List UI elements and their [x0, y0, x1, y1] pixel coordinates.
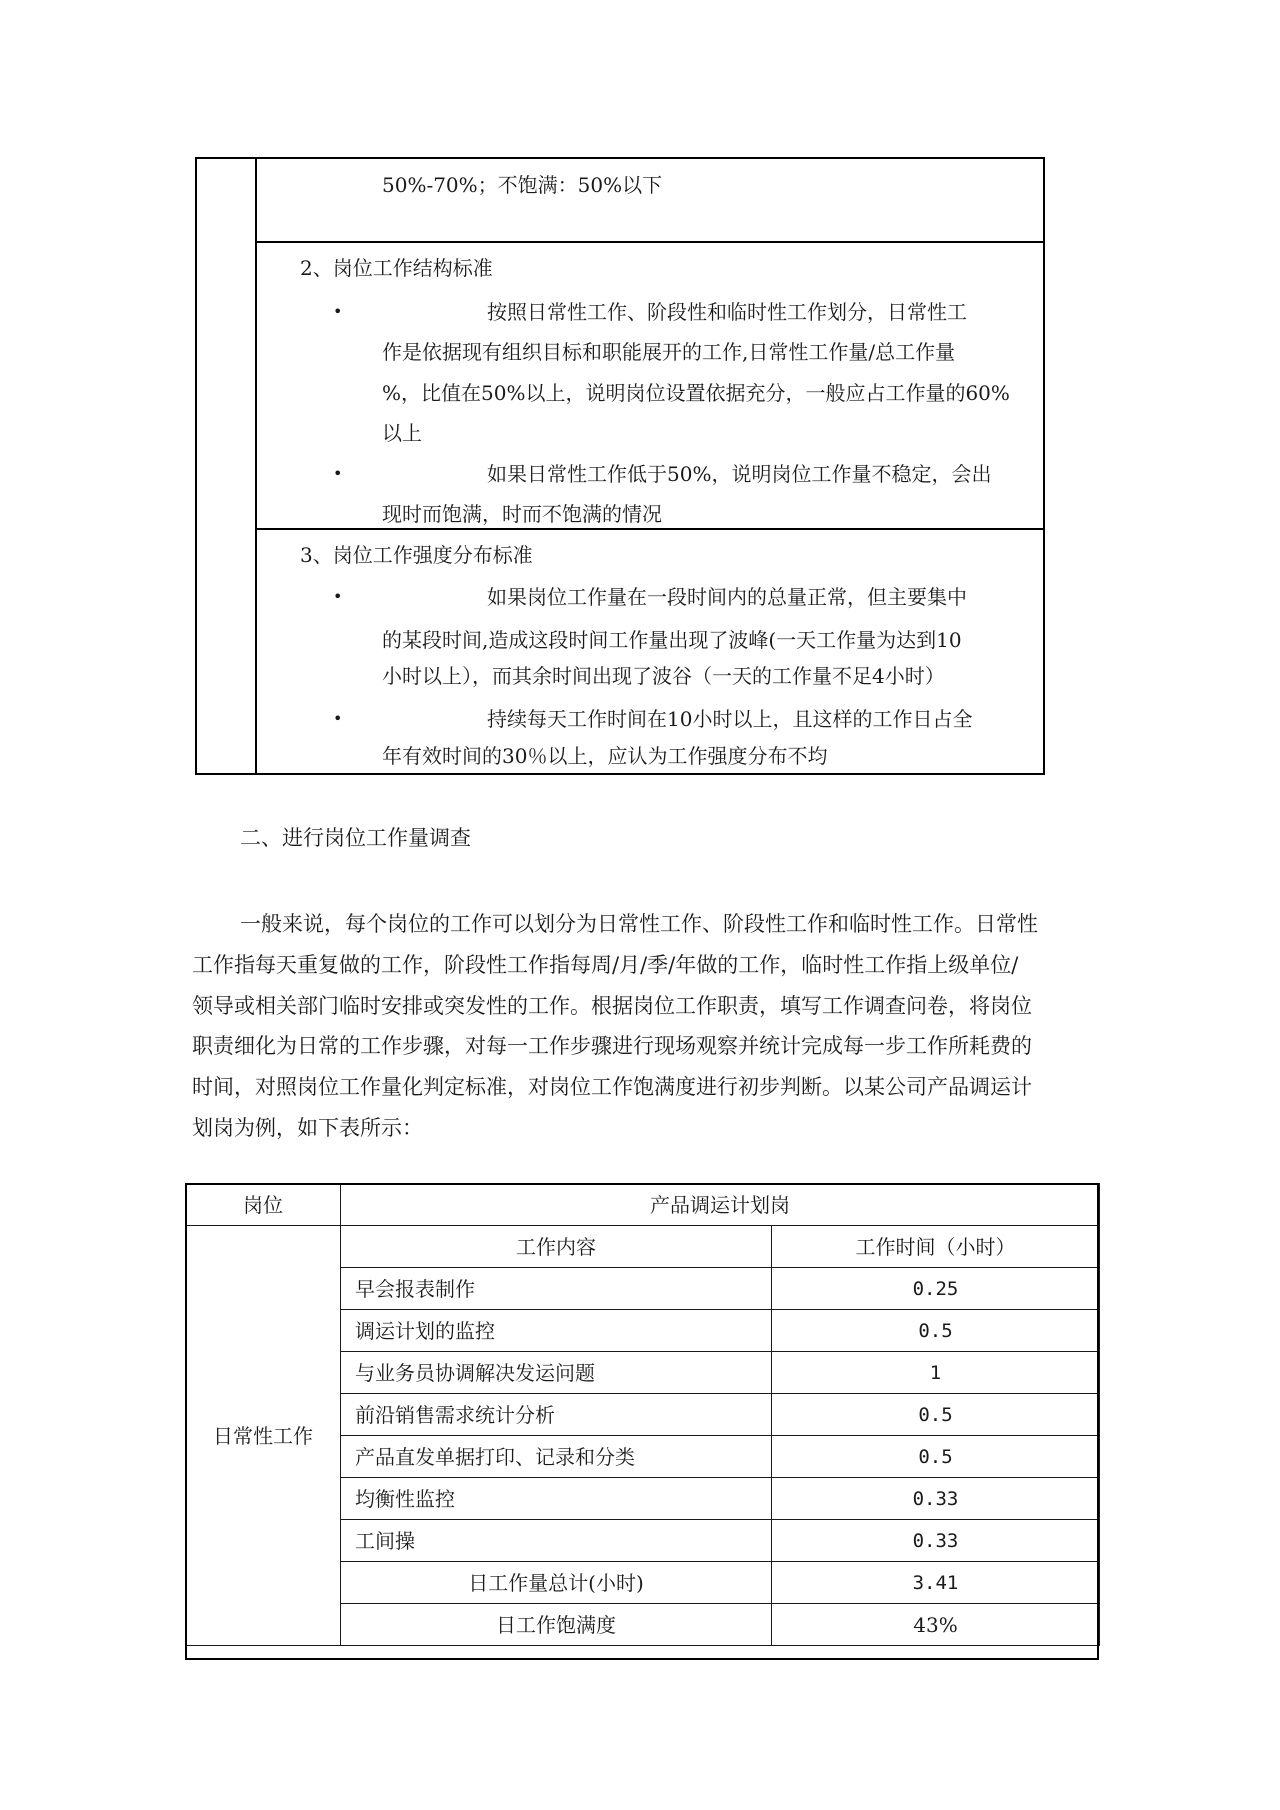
box-border-bottom — [195, 773, 1045, 775]
task-cell: 早会报表制作 — [341, 1268, 772, 1310]
task-cell: 与业务员协调解决发运问题 — [341, 1352, 772, 1394]
paragraph-line: 工作指每天重复做的工作，阶段性工作指每周/月/季/年做的工作，临时性工作指上级单位/ — [192, 953, 1019, 977]
total-value-cell: 3.41 — [772, 1562, 1100, 1604]
paragraph-line: 一般来说，每个岗位的工作可以划分为日常性工作、阶段性工作和临时性工作。日常性 — [240, 912, 1038, 936]
saturation-label-cell: 日工作饱满度 — [341, 1604, 772, 1646]
section3-bullet1-line2: 的某段时间,造成这段时间工作量出现了波峰(一天工作量为达到10 — [382, 628, 962, 652]
paragraph-line: 划岗为例，如下表所示： — [192, 1116, 423, 1140]
box-border-top — [195, 157, 1045, 159]
bullet-marker: • — [333, 709, 343, 728]
task-cell: 前沿销售需求统计分析 — [341, 1394, 772, 1436]
hours-cell: 0.33 — [772, 1478, 1100, 1520]
paragraph-line: 时间，对照岗位工作量化判定标准，对岗位工作饱满度进行初步判断。以某公司产品调运计 — [192, 1075, 1032, 1099]
section-heading: 二、进行岗位工作量调查 — [240, 826, 471, 850]
total-label-cell: 日工作量总计(小时) — [341, 1562, 772, 1604]
carry-over-line: 50%-70%；不饱满：50%以下 — [382, 173, 663, 197]
task-cell: 调运计划的监控 — [341, 1310, 772, 1352]
table-subheader-row — [186, 1226, 1100, 1268]
section2-bullet1-line4: 以上 — [382, 421, 422, 445]
hours-cell: 0.25 — [772, 1268, 1100, 1310]
box-divider-1 — [255, 241, 1045, 243]
position-label-cell: 岗位 — [186, 1184, 341, 1226]
section2-bullet1-line2: 作是依据现有组织目标和职能展开的工作,日常性工作量/总工作量 — [382, 340, 956, 364]
section3-title: 3、岗位工作强度分布标准 — [300, 543, 533, 567]
paragraph-line: 职责细化为日常的工作步骤，对每一工作步骤进行现场观察并统计完成每一步工作所耗费的 — [192, 1034, 1032, 1058]
paragraph-line: 领导或相关部门临时安排或突发性的工作。根据岗位工作职责，填写工作调查问卷，将岗位 — [192, 994, 1032, 1018]
bullet-marker: • — [333, 587, 343, 606]
table-header-row — [186, 1184, 1100, 1226]
bullet-marker: • — [333, 302, 343, 321]
section3-bullet2-line2: 年有效时间的30％以上，应认为工作强度分布不均 — [382, 744, 828, 768]
category-cell: 日常性工作 — [186, 1226, 341, 1646]
section2-bullet1-line1: 按照日常性工作、阶段性和临时性工作划分，日常性工 — [487, 300, 967, 324]
bullet-marker: • — [333, 464, 343, 483]
section3-bullet2-line1: 持续每天工作时间在10小时以上，且这样的工作日占全 — [487, 707, 973, 731]
section2-bullet2-line1: 如果日常性工作低于50%，说明岗位工作量不稳定，会出 — [487, 462, 992, 486]
task-cell: 均衡性监控 — [341, 1478, 772, 1520]
hours-cell: 0.5 — [772, 1436, 1100, 1478]
hours-cell: 0.33 — [772, 1520, 1100, 1562]
section2-bullet2-line2: 现时而饱满，时而不饱满的情况 — [382, 502, 662, 526]
section3-bullet1-line1: 如果岗位工作量在一段时间内的总量正常，但主要集中 — [487, 585, 967, 609]
box-border-right — [1043, 157, 1045, 775]
saturation-value-cell: 43% — [772, 1604, 1100, 1646]
box-border-left — [195, 157, 197, 775]
hours-cell: 1 — [772, 1352, 1100, 1394]
box-divider-2 — [255, 528, 1045, 530]
section3-bullet1-line3: 小时以上），而其余时间出现了波谷（一天的工作量不足4小时） — [382, 664, 945, 688]
hours-cell: 0.5 — [772, 1310, 1100, 1352]
hours-cell: 0.5 — [772, 1394, 1100, 1436]
task-cell: 产品直发单据打印、记录和分类 — [341, 1436, 772, 1478]
column-header-content: 工作内容 — [341, 1226, 772, 1268]
section2-bullet1-line3: %，比值在50%以上，说明岗位设置依据充分，一般应占工作量的60% — [382, 381, 1010, 405]
box-divider-inner — [255, 157, 257, 775]
section2-title: 2、岗位工作结构标准 — [300, 256, 493, 280]
task-cell: 工间操 — [341, 1520, 772, 1562]
workload-table — [185, 1183, 1100, 1646]
position-value-cell: 产品调运计划岗 — [341, 1184, 1100, 1226]
column-header-hours: 工作时间（小时） — [772, 1226, 1100, 1268]
